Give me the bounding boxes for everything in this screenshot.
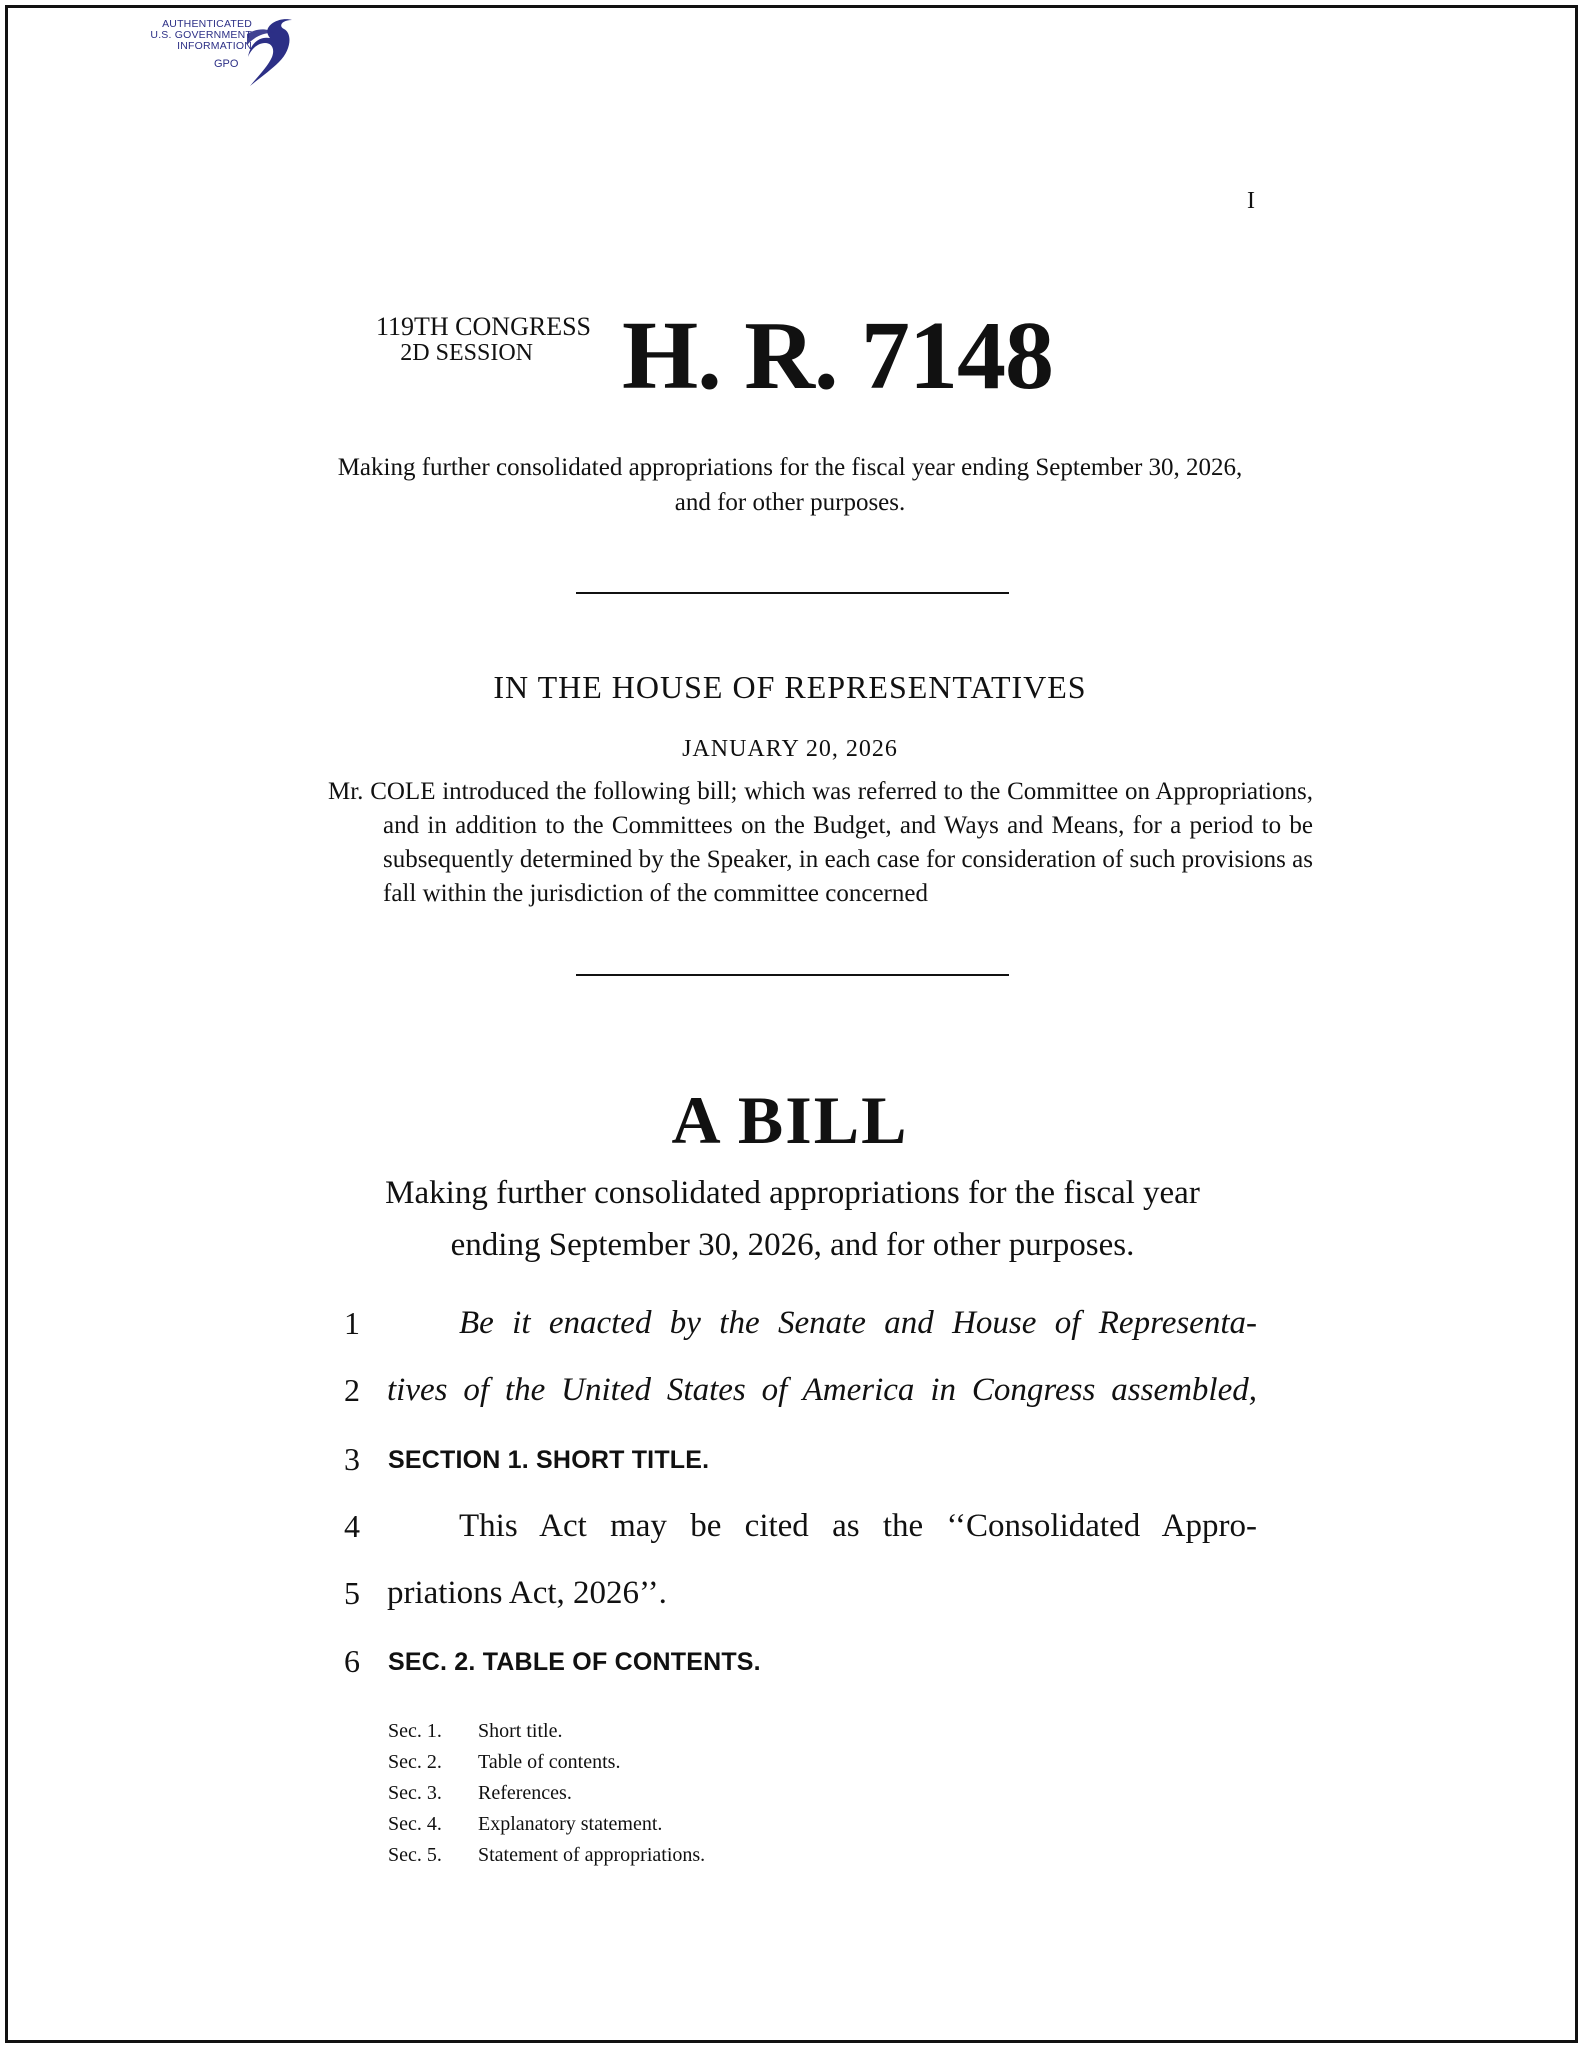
chamber-heading: IN THE HOUSE OF REPRESENTATIVES [493,669,1087,705]
seal-line: INFORMATION [177,40,252,52]
toc-title: References. [478,1782,572,1804]
seal-text [150,19,252,52]
table-of-contents [388,1716,705,1871]
toc-title: Explanatory statement. [478,1813,663,1835]
line-number: 4 [344,1508,360,1544]
section-heading: SEC. 2. TABLE OF CONTENTS. [388,1648,761,1676]
line-number: 5 [344,1575,360,1611]
toc-title: Table of contents. [478,1751,621,1773]
introduction-paragraph: Mr. COLE introduced the following bill; which was referred to the Committee on Appropriations, and in addition to the Committees on the Budget, and Ways and Means, for a period to be subsequently determined by the Speaker, in each case for consideration of such provisions as fall within the jurisdiction of the committee concerned [328,778,1313,907]
toc-title: Statement of appropriations. [478,1844,706,1866]
seal-line: U.S. GOVERNMENT [150,29,252,41]
toc-section-number: Sec. 3. [388,1782,442,1804]
toc-entry [388,1716,705,1747]
toc-entry [388,1840,705,1871]
section-heading: SECTION 1. SHORT TITLE. [388,1446,710,1474]
toc-entry [388,1809,705,1840]
line-number: 3 [344,1441,360,1477]
introduction-date: JANUARY 20, 2026 [682,736,898,762]
toc-entry [388,1747,705,1778]
seal-agency: GPO [214,58,239,70]
toc-section-number: Sec. 5. [388,1844,442,1866]
purpose-line: Making further consolidated appropriations for the fiscal year [385,1175,1200,1211]
section-text-line: priations Act, 2026’’. [387,1575,667,1611]
toc-section-number: Sec. 4. [388,1813,442,1835]
gpo-authentication-seal [132,14,300,96]
toc-title: Short title. [478,1720,563,1742]
seal-line: AUTHENTICATED [162,18,252,30]
congress-session-block [321,313,591,367]
divider [576,974,1009,976]
bill-number: H. R. 7148 [622,302,1053,410]
line-number: 6 [344,1643,360,1679]
short-purpose: Making further consolidated appropriations for the fiscal year ending September 30, 2026, and for other purposes. [337,454,1243,516]
congress-number: 119TH CONGRESS [375,312,591,341]
enacting-clause-line: tives of the United States of America in Congress assembled, [387,1372,1257,1408]
page-mark: I [1247,188,1255,214]
session-number: 2D SESSION [400,340,533,366]
bill-label: A BILL [671,1082,909,1158]
line-number: 1 [344,1305,360,1341]
enacting-clause-line: Be it enacted by the Senate and House of Representa- [459,1305,1257,1341]
toc-section-number: Sec. 2. [388,1751,442,1773]
section-text-line: This Act may be cited as the ‘‘Consolidated Appro- [459,1508,1257,1544]
toc-section-number: Sec. 1. [388,1720,442,1742]
line-number: 2 [344,1372,360,1408]
purpose-line: ending September 30, 2026, and for other purposes. [450,1227,1135,1263]
divider [576,592,1009,594]
toc-entry [388,1778,705,1809]
long-purpose [325,1167,1260,1271]
